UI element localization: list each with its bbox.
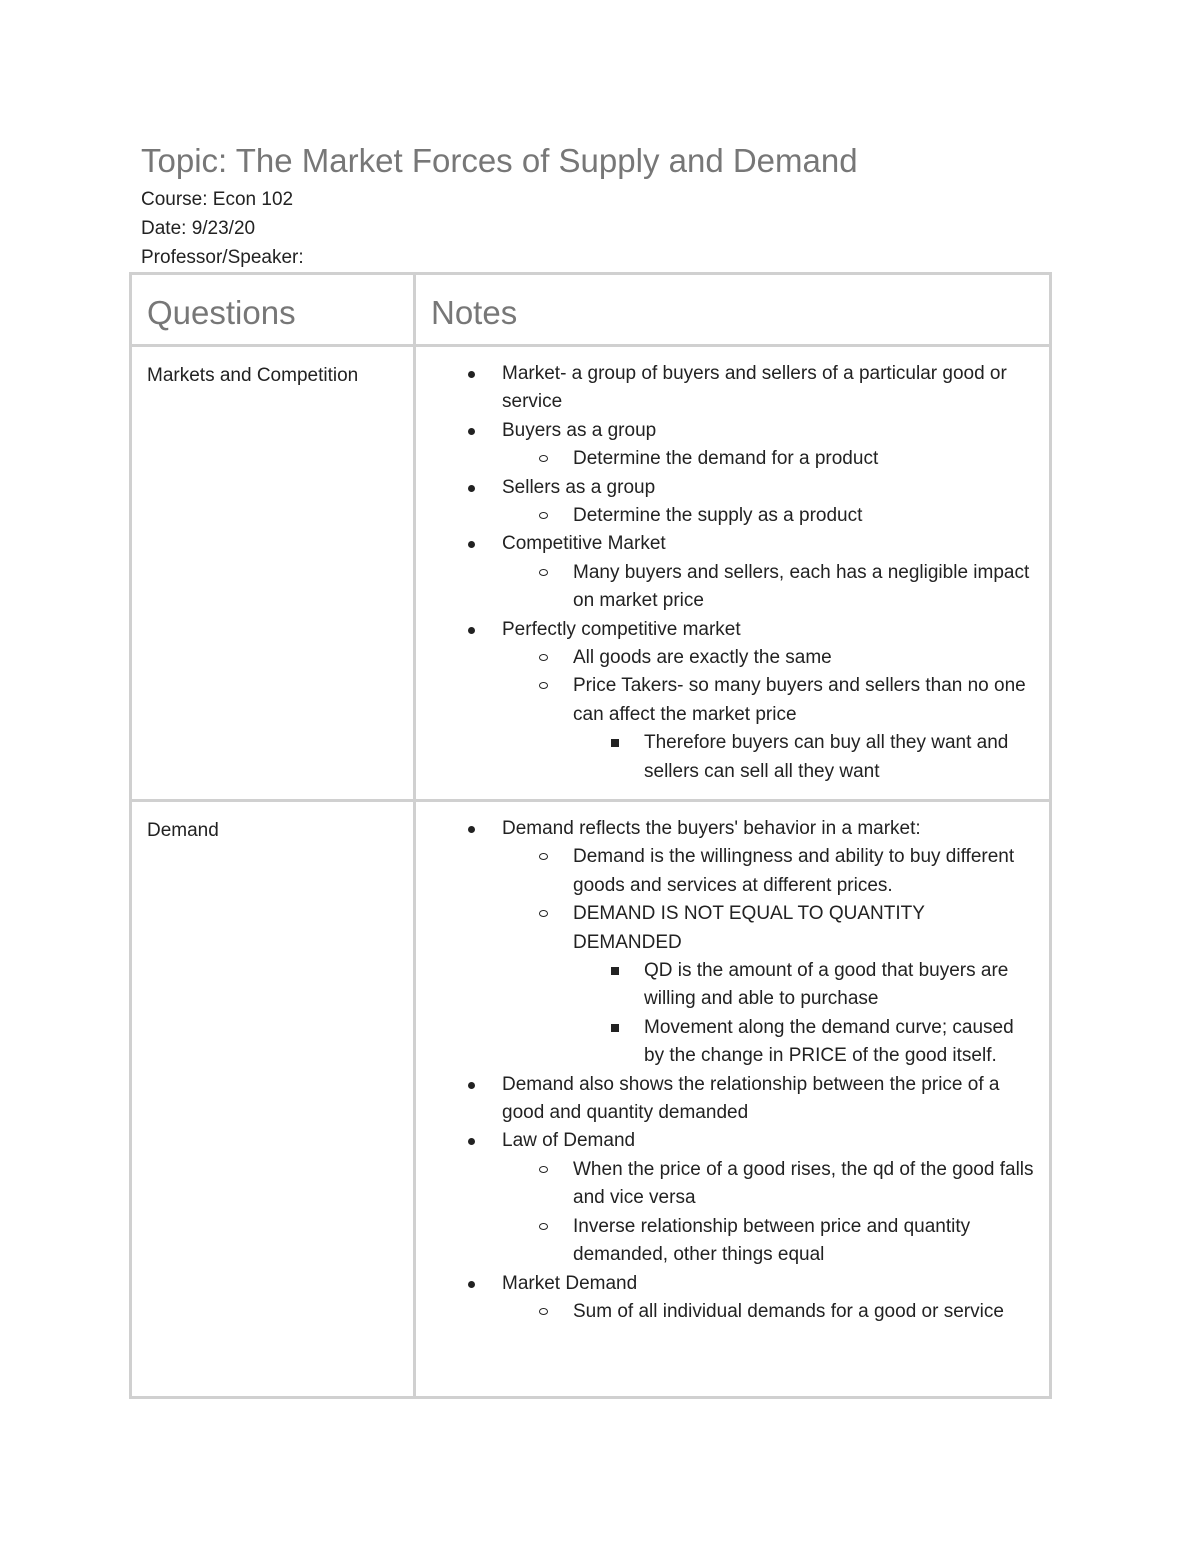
hollow-circle-bullet-icon: [539, 682, 548, 689]
list-item: [416, 616, 1035, 786]
filled-circle-bullet-icon: [468, 428, 475, 435]
list-item: [416, 729, 1035, 786]
note-text: Competitive Market: [502, 533, 666, 555]
cornell-notes-table: [129, 272, 1052, 1399]
note-text: Determine the supply as a product: [573, 505, 863, 527]
question-cell: [131, 801, 415, 1398]
note-text: When the price of a good rises, the qd of the good falls and vice versa: [573, 1158, 1034, 1209]
hollow-circle-bullet-icon: [539, 1166, 548, 1173]
filled-circle-bullet-icon: [468, 1138, 475, 1145]
list-item: [416, 900, 1035, 1070]
question-text: Markets and Competition: [147, 365, 359, 386]
note-text: DEMAND IS NOT EQUAL TO QUANTITY DEMANDED: [573, 903, 925, 953]
notes-header: [415, 274, 1051, 346]
note-text: Demand also shows the relationship between the price of a good and quantity demanded: [502, 1073, 1000, 1124]
filled-circle-bullet-icon: [468, 1281, 475, 1288]
hollow-circle-bullet-icon: [539, 1308, 548, 1315]
filled-circle-bullet-icon: [468, 826, 475, 833]
list-item: [416, 1156, 1035, 1213]
note-text: Sum of all individual demands for a good or service: [573, 1300, 1004, 1322]
square-bullet-icon: [611, 1024, 619, 1032]
list-item: [416, 1071, 1035, 1128]
list-item: [416, 1270, 1035, 1327]
list-item: [416, 559, 1035, 616]
note-text: Determine the demand for a product: [573, 448, 879, 470]
hollow-circle-bullet-icon: [539, 654, 548, 661]
filled-circle-bullet-icon: [468, 1082, 475, 1089]
course-line: Course: Econ 102: [141, 189, 294, 210]
professor-line: Professor/Speaker:: [141, 247, 304, 268]
notes-list: [416, 815, 1035, 1326]
note-text: Demand is the willingness and ability to buy different goods and services at different prices.: [573, 846, 1015, 896]
table-row: [131, 346, 1051, 801]
note-text: Sellers as a group: [502, 476, 656, 498]
note-text: QD is the amount of a good that buyers are willing and able to purchase: [644, 960, 1009, 1010]
note-text: Market Demand: [502, 1272, 638, 1294]
hollow-circle-bullet-icon: [539, 569, 548, 576]
list-item: [416, 1213, 1035, 1270]
hollow-circle-bullet-icon: [539, 455, 548, 462]
notes-cell: [415, 346, 1051, 801]
list-item: [416, 502, 1035, 530]
notes-header-label: Notes: [431, 294, 518, 331]
note-text: Inverse relationship between price and quantity demanded, other things equal: [573, 1215, 971, 1266]
table-header-row: [131, 274, 1051, 346]
note-text: Buyers as a group: [502, 419, 657, 441]
note-text: Perfectly competitive market: [502, 618, 741, 640]
note-text: Demand reflects the buyers' behavior in a market:: [502, 818, 921, 839]
note-text: Therefore buyers can buy all they want and sellers can sell all they want: [644, 732, 1009, 782]
note-text: Many buyers and sellers, each has a negligible impact on market price: [573, 561, 1030, 612]
list-item: [416, 1014, 1035, 1071]
notes-list: [416, 360, 1035, 786]
question-text: Demand: [147, 820, 219, 841]
filled-circle-bullet-icon: [468, 371, 475, 378]
filled-circle-bullet-icon: [468, 627, 475, 634]
square-bullet-icon: [611, 739, 619, 747]
note-text: Market- a group of buyers and sellers of a particular good or service: [502, 363, 1007, 413]
list-item: [416, 360, 1035, 417]
notes-cell: [415, 801, 1051, 1398]
list-item: [416, 672, 1035, 786]
list-item: [416, 474, 1035, 531]
list-item: [416, 644, 1035, 672]
page-title: Topic: The Market Forces of Supply and Demand: [141, 142, 858, 179]
list-item: [416, 530, 1035, 615]
hollow-circle-bullet-icon: [539, 512, 548, 519]
filled-circle-bullet-icon: [468, 485, 475, 492]
note-text: Movement along the demand curve; caused by the change in PRICE of the good itself.: [644, 1016, 1014, 1067]
list-item: [416, 815, 1035, 1071]
hollow-circle-bullet-icon: [539, 1223, 548, 1230]
list-item: [416, 1298, 1035, 1326]
table-row: [131, 801, 1051, 1398]
list-item: [416, 1127, 1035, 1269]
date-line: Date: 9/23/20: [141, 218, 256, 239]
questions-header: [131, 274, 415, 346]
square-bullet-icon: [611, 967, 619, 975]
note-text: All goods are exactly the same: [573, 647, 832, 669]
hollow-circle-bullet-icon: [539, 853, 548, 860]
list-item: [416, 417, 1035, 474]
hollow-circle-bullet-icon: [539, 910, 548, 917]
note-text: Price Takers- so many buyers and sellers than no one can affect the market price: [573, 675, 1026, 725]
question-cell: [131, 346, 415, 801]
list-item: [416, 957, 1035, 1014]
questions-header-label: Questions: [147, 294, 296, 331]
filled-circle-bullet-icon: [468, 541, 475, 548]
note-text: Law of Demand: [502, 1130, 636, 1152]
list-item: [416, 445, 1035, 473]
list-item: [416, 843, 1035, 900]
